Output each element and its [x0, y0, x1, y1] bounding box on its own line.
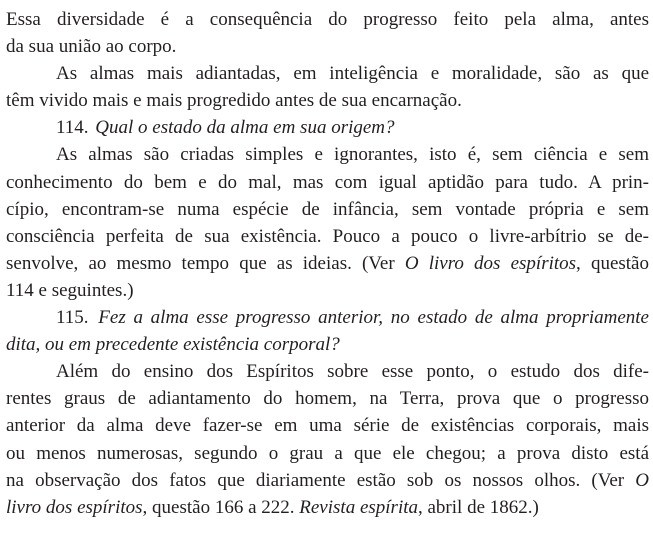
text-line-11 — [6, 277, 649, 304]
question-115-line-2 — [6, 331, 649, 358]
question-115-line-1 — [6, 304, 649, 331]
text-line-19 — [6, 494, 649, 521]
text-run: Além do ensino dos Espíritos sobre esse ponto, o estudo dos dife- — [56, 361, 649, 383]
text-run: da sua união ao corpo. — [6, 36, 177, 58]
text-run: consciência perfeita de sua existência. Pouco a pouco o livre-arbítrio se de- — [6, 225, 649, 247]
text-run: As almas mais adiantadas, em inteligência e moralidade, são as que — [56, 63, 649, 85]
book-title: livro dos espíritos — [6, 496, 143, 518]
text-run: anterior da alma deve fazer-se em uma série de existências corporais, mais — [6, 415, 649, 437]
text-line-18 — [6, 467, 649, 494]
text-line-9 — [6, 223, 649, 250]
book-title: O livro dos espíritos — [404, 252, 577, 274]
text-run: ou menos numerosas, segundo o grau a que ele chegou; a prova disto está — [6, 442, 649, 464]
text-line-3 — [6, 60, 649, 87]
text-line-6 — [6, 141, 649, 168]
text-run: rentes graus de adiantamento do homem, na Terra, prova que o progresso — [6, 388, 649, 410]
book-title: O — [635, 469, 649, 491]
text-run: , questão 166 a 222. — [142, 496, 300, 518]
question-number: 115. — [56, 307, 97, 329]
question-number: 114. — [56, 117, 94, 139]
text-line-1 — [6, 6, 649, 33]
question-text: Qual o estado da alma em sua origem? — [95, 117, 395, 139]
text-run: têm vivido mais e mais progredido antes de sua encarnação. — [6, 90, 462, 112]
text-run: As almas são criadas simples e ignorantes, isto é, sem ciência e sem — [56, 144, 649, 166]
text-run: conhecimento do bem e do mal, mas com igual aptidão para tudo. A prin- — [6, 171, 649, 193]
text-line-7 — [6, 169, 649, 196]
text-line-4 — [6, 87, 649, 114]
question-text: Fez a alma esse progresso anterior, no estado de alma propriamente — [98, 307, 649, 329]
text-run: senvolve, ao mesmo tempo que as ideias. (Ver — [6, 252, 405, 274]
text-line-10 — [6, 250, 649, 277]
text-run: , questão — [576, 252, 649, 274]
text-line-16 — [6, 412, 649, 439]
journal-title: Revista espírita — [299, 496, 418, 518]
text-line-14 — [6, 358, 649, 385]
text-line-15 — [6, 385, 649, 412]
text-line-8 — [6, 196, 649, 223]
text-line-17 — [6, 440, 649, 467]
text-line-2 — [6, 33, 649, 60]
text-run: , abril de 1862.) — [418, 496, 539, 518]
text-run: cípio, encontram-se numa espécie de infância, sem vontade própria e sem — [6, 198, 649, 220]
question-114-line — [6, 114, 649, 141]
text-run: 114 e seguintes.) — [6, 279, 134, 301]
text-run: Essa diversidade é a consequência do progresso feito pela alma, antes — [6, 9, 649, 30]
question-text: dita, ou em precedente existência corporal? — [6, 334, 340, 356]
text-run: na observação dos fatos que diariamente estão sob os nossos olhos. (Ver — [6, 469, 636, 491]
